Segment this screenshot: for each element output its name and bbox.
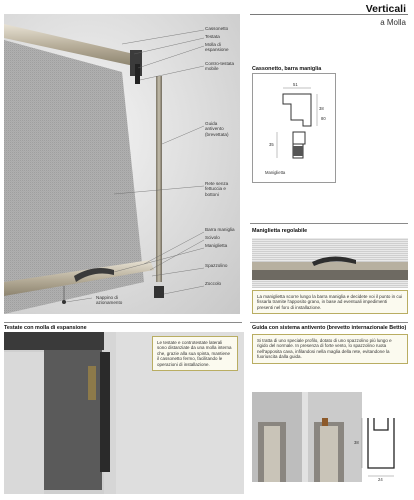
guide-rail <box>156 76 162 282</box>
separator-guida <box>250 322 408 323</box>
separator-maniglietta <box>250 223 408 224</box>
guida-note: Si tratta di uno speciale profilo, dotato di uno spazzolino più lungo e rigido del normale. In presenza di forte vento, lo spazzolino ruota nell'apposita cava, infilandosi nella maglia della rete, evitandone la fuoriuscita dalla guida. <box>252 334 408 364</box>
section-title-testate: Testate con molla di espansione <box>4 325 87 331</box>
guida-photo-svg <box>252 392 362 482</box>
cassonetto-profile-svg <box>253 74 337 184</box>
callout-scivolo: Scivolo <box>205 235 220 240</box>
callout-guida: Guida antivento (brevettata) <box>205 121 229 137</box>
dim-51: 51 <box>293 82 298 87</box>
separator-testate <box>4 322 242 323</box>
testate-note: Le testate e controtestate laterali sono distanziate da una molla interna che, grazie alla sua spinta, mantiene il cassonetto fermo, facilitando le operazioni di installazione. <box>152 336 238 371</box>
callout-contro-testata: Contro-testata mobile <box>205 61 235 72</box>
callout-nappino: Nappino di azionamento <box>96 295 123 306</box>
callout-maniglietta: Maniglietta <box>205 243 228 248</box>
main-product-photo <box>4 14 240 314</box>
callout-testata: Testata <box>205 34 220 39</box>
section-title-cassonetto: Cassonetto, barra maniglia <box>252 66 322 72</box>
dim-guida-24: 24 <box>378 477 383 482</box>
dim-35: 35 <box>269 142 274 147</box>
cassonetto-drawing <box>252 73 336 183</box>
callout-rete: Rete senza fettuccia e bottoni <box>205 181 229 197</box>
guida-photo <box>252 392 362 482</box>
maniglietta-photo-svg <box>252 238 408 288</box>
callout-cassonetto: Cassonetto <box>205 26 229 31</box>
main-photo-illustration <box>4 14 240 314</box>
maniglietta-note: La maniglietta scorre lungo la barra maniglia e decidete voi il punto in cui fissarla tramite l'apposito grano, in base ad eventuali impedimenti presenti nel foro di installazione. <box>252 290 408 314</box>
section-title-guida: Guida con sistema antivento (brevetto internazionale Bettio) <box>252 325 407 331</box>
dim-80: 80 <box>321 116 326 121</box>
callout-barra-maniglia: Barra maniglia <box>205 227 235 232</box>
guida-profile-svg <box>354 410 410 482</box>
pull-knob <box>62 300 66 304</box>
dim-38: 38 <box>319 106 324 111</box>
label-maniglietta: Maniglietta <box>265 170 286 175</box>
spring-part <box>135 64 140 84</box>
zoccolo <box>154 286 164 298</box>
callout-molla: Molla di espansione <box>205 42 229 53</box>
section-title-maniglietta: Maniglietta regolabile <box>252 228 308 234</box>
page-subtitle: a Molla <box>380 18 406 27</box>
guida-profile-drawing <box>354 410 410 482</box>
callout-zoccolo: Zoccolo <box>205 281 222 286</box>
callout-spazzolino: Spazzolino <box>205 263 228 268</box>
page-title: Verticali <box>365 3 406 15</box>
dim-guida-38: 38 <box>354 440 359 445</box>
maniglietta-photo <box>252 238 408 288</box>
